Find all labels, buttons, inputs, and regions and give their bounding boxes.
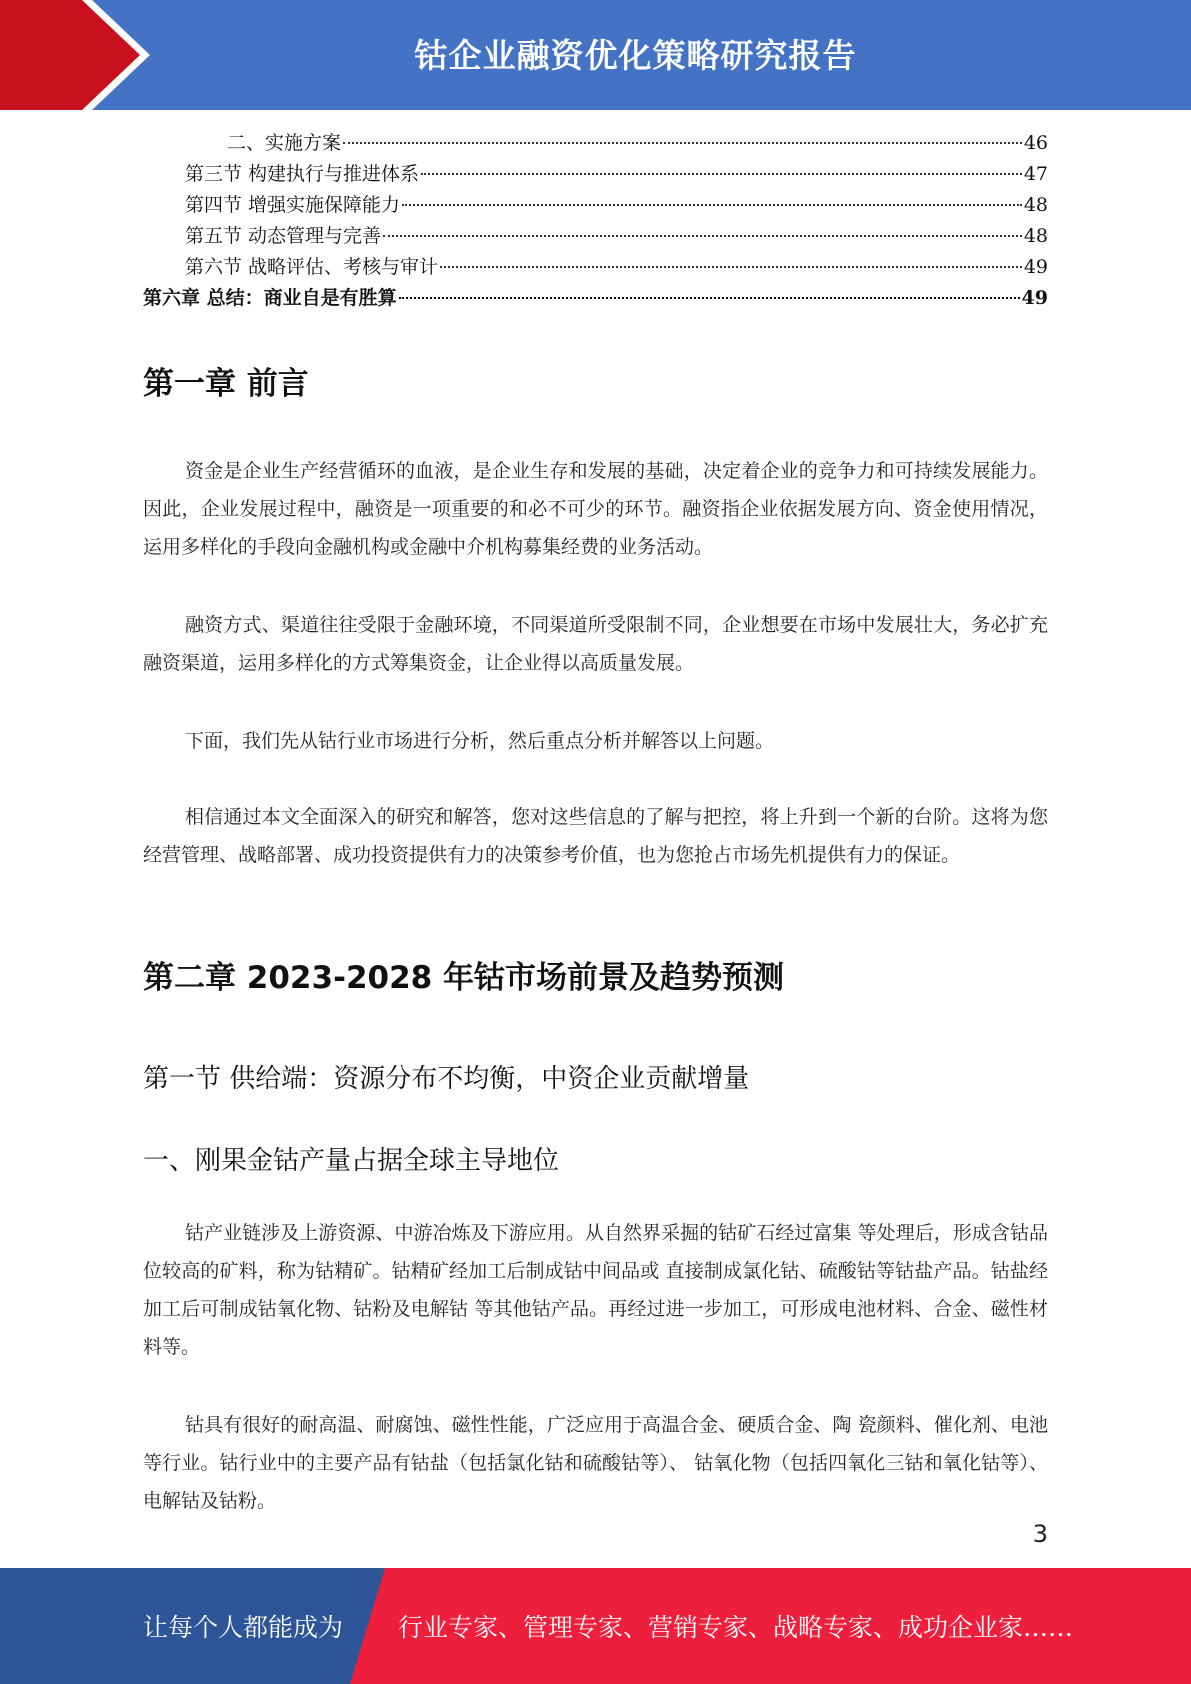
toc-item-page: 48 bbox=[1023, 225, 1048, 247]
toc-leader-dots bbox=[440, 266, 1022, 268]
toc-item-page: 49 bbox=[1023, 256, 1048, 278]
toc-list bbox=[143, 128, 1048, 314]
page-header bbox=[0, 0, 1191, 110]
paragraph: 资金是企业生产经营循环的血液，是企业生存和发展的基础，决定着企业的竞争力和可持续发展能力。因此，企业发展过程中，融资是一项重要的和必不可少的环节。融资指企业依据发展方向、资金使用情况，运用多样化的手段向金融机构或金融中介机构募集经费的业务活动。 bbox=[143, 460, 1048, 558]
chapter-2-heading: 第二章 2023-2028 年钴市场前景及趋势预测 bbox=[143, 960, 785, 996]
toc-item-label: 二、实施方案 bbox=[227, 132, 342, 154]
toc-item-page: 49 bbox=[1021, 287, 1048, 309]
paragraph: 下面，我们先从钴行业市场进行分析，然后重点分析并解答以上问题。 bbox=[185, 730, 775, 752]
page-footer bbox=[0, 1568, 1191, 1684]
toc-item[interactable] bbox=[143, 159, 1048, 190]
footer-slogan-left: 让每个人都能成为 bbox=[143, 1613, 344, 1642]
toc-item[interactable] bbox=[143, 252, 1048, 283]
toc-item-label: 第六章 总结：商业自是有胜算 bbox=[143, 287, 397, 309]
footer-slogan-right: 行业专家、管理专家、营销专家、战略专家、成功企业家…… bbox=[398, 1613, 1074, 1642]
toc-item[interactable] bbox=[143, 221, 1048, 252]
toc-item-page: 47 bbox=[1023, 163, 1048, 185]
toc-leader-dots bbox=[343, 142, 1022, 144]
toc-item[interactable] bbox=[143, 128, 1048, 159]
toc-item-label: 第四节 增强实施保障能力 bbox=[185, 194, 401, 216]
toc-item-label: 第六节 战略评估、考核与审计 bbox=[185, 256, 439, 278]
toc-item-page: 46 bbox=[1023, 132, 1048, 154]
paragraph: 钴产业链涉及上游资源、中游冶炼及下游应用。从自然界采掘的钴矿石经过富集 等处理后，形成含钴品位较高的矿料，称为钴精矿。钴精矿经加工后制成钴中间品或 直接制成氯化钴、硫酸钴等钴盐产品。钴盐经加工后可制成钴氧化物、钴粉及电解钴 等其他钴产品。再经过进一步加工，可形成电池材料、合金、磁性材料等。 bbox=[143, 1222, 1048, 1358]
page-content bbox=[143, 128, 1048, 1512]
toc-item-page: 48 bbox=[1023, 194, 1048, 216]
paragraph: 钴具有很好的耐高温、耐腐蚀、磁性性能，广泛应用于高温合金、硬质合金、陶 瓷颜料、催化剂、电池等行业。钴行业中的主要产品有钴盐（包括氯化钴和硫酸钴等）、 钴氧化物（包括四氧化三钴和氧化钴等）、电解钴及钴粉。 bbox=[143, 1414, 1048, 1512]
section-1-heading: 第一节 供给端：资源分布不均衡，中资企业贡献增量 bbox=[143, 1064, 750, 1094]
toc-leader-dots bbox=[399, 297, 1020, 299]
paragraph: 融资方式、渠道往往受限于金融环境，不同渠道所受限制不同，企业想要在市场中发展壮大，务必扩充融资渠道，运用多样化的方式筹集资金，让企业得以高质量发展。 bbox=[143, 614, 1048, 674]
paragraph: 相信通过本文全面深入的研究和解答，您对这些信息的了解与把控，将上升到一个新的台阶。这将为您经营管理、战略部署、成功投资提供有力的决策参考价值，也为您抢占市场先机提供有力的保证。 bbox=[143, 806, 1048, 866]
toc-item[interactable] bbox=[143, 190, 1048, 221]
chapter-1-heading: 第一章 前言 bbox=[143, 366, 309, 402]
subsection-1-heading: 一、刚果金钴产量占据全球主导地位 bbox=[143, 1146, 560, 1176]
toc-leader-dots bbox=[383, 235, 1022, 237]
toc-item-label: 第三节 构建执行与推进体系 bbox=[185, 163, 420, 185]
toc-item-chapter[interactable] bbox=[143, 283, 1048, 314]
toc-leader-dots bbox=[421, 173, 1022, 175]
toc-leader-dots bbox=[402, 204, 1022, 206]
page-number: 3 bbox=[1032, 1520, 1048, 1548]
toc-item-label: 第五节 动态管理与完善 bbox=[185, 225, 382, 247]
report-title: 钴企业融资优化策略研究报告 bbox=[414, 36, 857, 75]
